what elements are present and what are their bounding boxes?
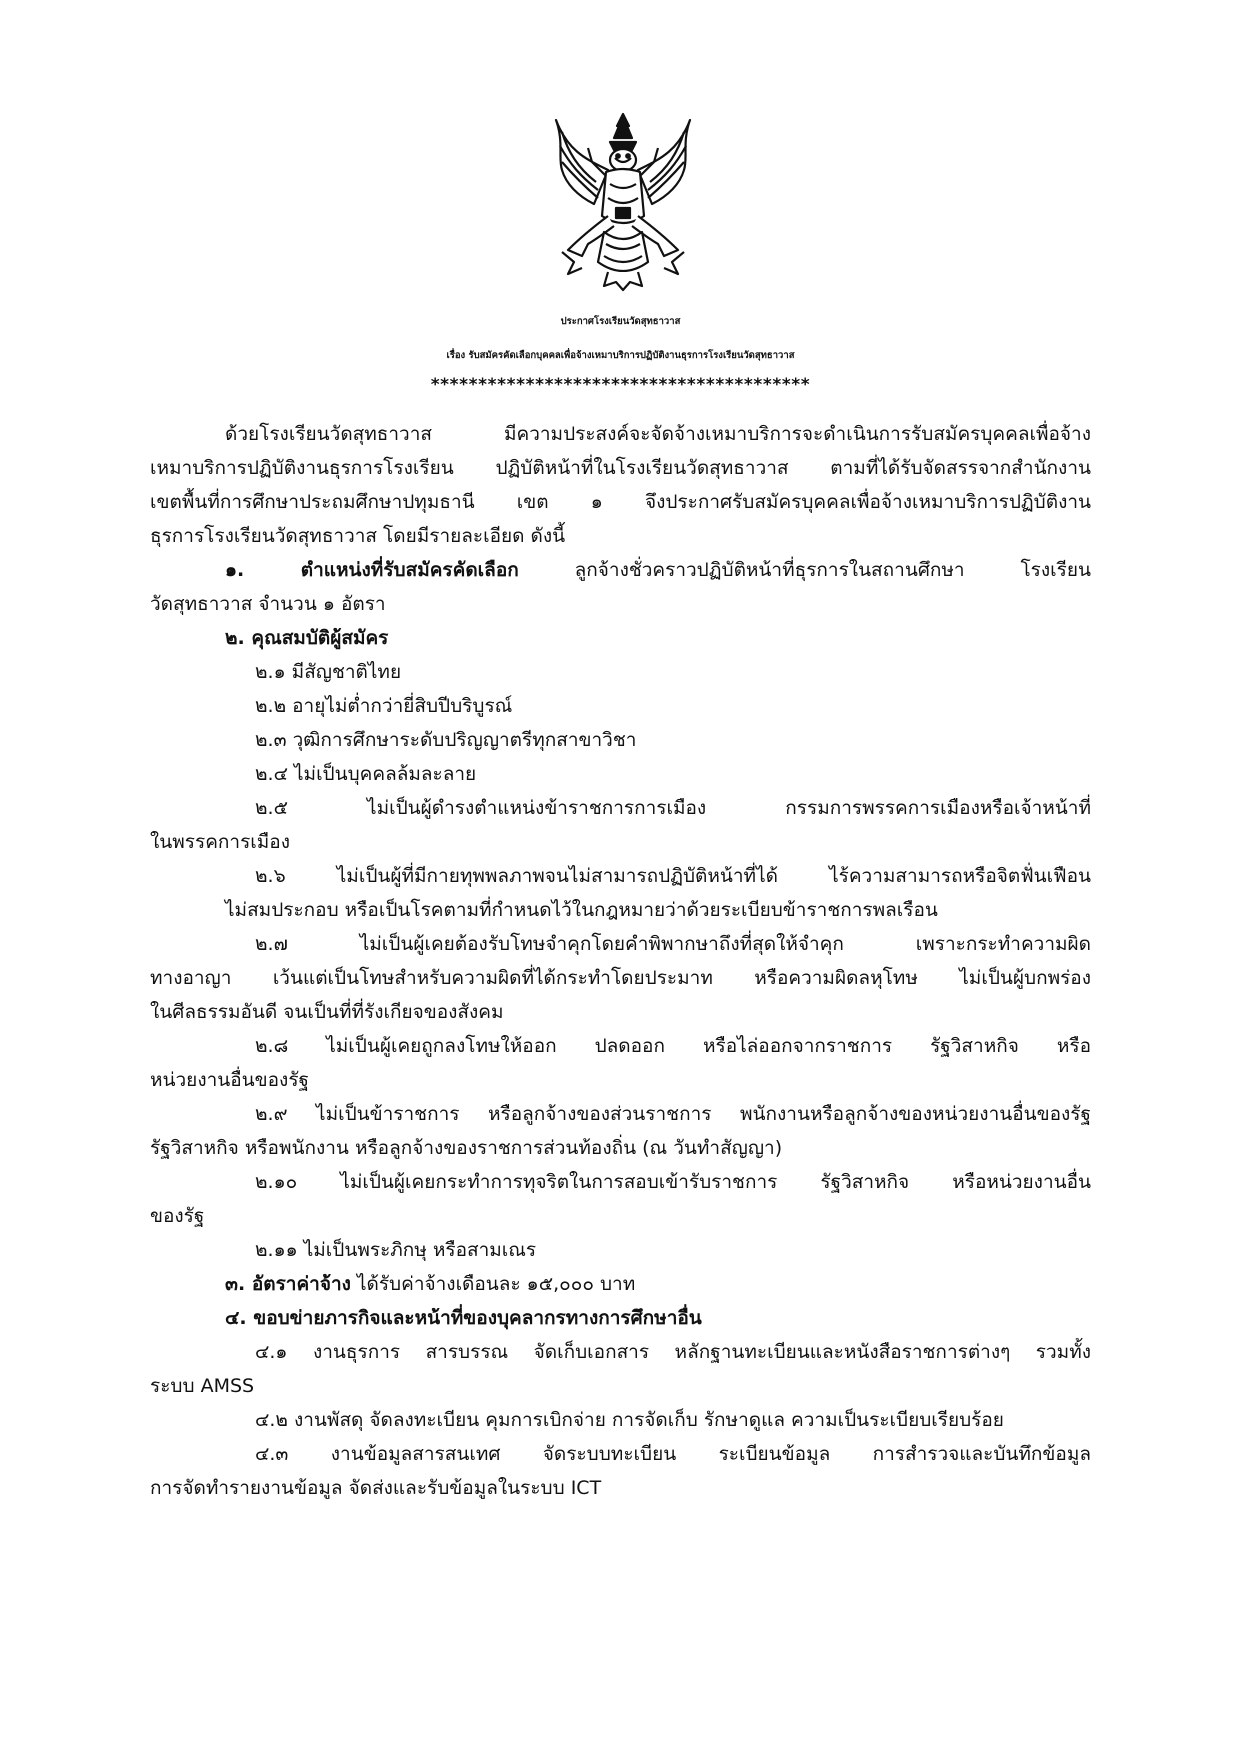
item-2-7-line-3: ในศีลธรรมอันดี จนเป็นที่ที่รังเกียจของสังคม [150,1001,504,1023]
title-block [0,305,1241,397]
intro-line-4: ธุรการโรงเรียนวัดสุทธาวาส โดยมีรายละเอียด ดังนี้ [150,525,566,547]
announcement-title: ประกาศโรงเรียนวัดสุทธาวาส [560,316,681,327]
item-2-9-line-1: ๒.๙ ไม่เป็นข้าราชการ หรือลูกจ้างของส่วนราชการ พนักงานหรือลูกจ้างของหน่วยงานอื่นของรัฐ [255,1103,1091,1125]
section-3-heading: ๓. อัตราค่าจ้าง [225,1273,351,1295]
announcement-subject: เรื่อง รับสมัครคัดเลือกบุคคลเพื่อจ้างเหมาบริการปฏิบัติงานธุรการโรงเรียนวัดสุทธาวาส [446,350,795,361]
item-2-7-line-1: ๒.๗ ไม่เป็นผู้เคยต้องรับโทษจำคุกโดยคำพิพากษาถึงที่สุดให้จำคุก เพราะกระทำความผิด [255,933,1091,955]
section-4-heading [150,1301,1091,1335]
item-2-1: ๒.๑ มีสัญชาติไทย [255,661,402,683]
item-4-3-line-1: ๔.๓ งานข้อมูลสารสนเทศ จัดระบบทะเบียน ระเบียนข้อมูล การสำรวจและบันทึกข้อมูล [255,1443,1091,1465]
item-2-5-line-2: ในพรรคการเมือง [150,831,290,853]
item-2-3: ๒.๓ วุฒิการศึกษาระดับปริญญาตรีทุกสาขาวิชา [255,729,637,751]
section-2-heading-text: ๒. คุณสมบัติผู้สมัคร [225,627,389,649]
announcement-body [150,417,1091,1505]
item-2-8-line-2: หน่วยงานอื่นของรัฐ [150,1069,310,1091]
item-2-9-line-2: รัฐวิสาหกิจ หรือพนักงาน หรือลูกจ้างของราชการส่วนท้องถิ่น (ณ วันทำสัญญา) [150,1137,783,1159]
item-2-5-line-1: ๒.๕ ไม่เป็นผู้ดำรงตำแหน่งข้าราชการการเมือง กรรมการพรรคการเมืองหรือเจ้าหน้าที่ [255,797,1091,819]
item-2-10-line-1: ๒.๑๐ ไม่เป็นผู้เคยกระทำการทุจริตในการสอบเข้ารับราชการ รัฐวิสาหกิจ หรือหน่วยงานอื่น [255,1171,1091,1193]
garuda-emblem-icon [548,112,698,292]
intro-line-1: ด้วยโรงเรียนวัดสุทธาวาส มีความประสงค์จะจัดจ้างเหมาบริการจะดำเนินการรับสมัครบุคคลเพื่อจ้าง [225,423,1091,445]
section-4-heading-text: ๔. ขอบข่ายภารกิจและหน้าที่ของบุคลากรทางการศึกษาอื่น [225,1307,702,1329]
item-2-2: ๒.๒ อายุไม่ต่ำกว่ายี่สิบปีบริบูรณ์ [255,695,513,717]
intro-line-3: เขตพื้นที่การศึกษาประถมศึกษาปทุมธานี เขต ๑ จึงประกาศรับสมัครบุคคลเพื่อจ้างเหมาบริการปฏิบัติงาน [150,491,1091,513]
section-2-heading [150,621,1091,655]
item-2-11: ๒.๑๑ ไม่เป็นพระภิกษุ หรือสามเณร [255,1239,537,1261]
section-1-line-1 [150,553,1091,587]
item-4-2: ๔.๒ งานพัสดุ จัดลงทะเบียน คุมการเบิกจ่าย การจัดเก็บ รักษาดูแล ความเป็นระเบียบเรียบร้อย [255,1409,1004,1431]
intro-line-2: เหมาบริการปฏิบัติงานธุรการโรงเรียน ปฏิบัติหน้าที่ในโรงเรียนวัดสุทธาวาส ตามที่ได้รับจัดสรรจากสำนักงาน [150,457,1091,479]
item-2-6-line-1: ๒.๖ ไม่เป็นผู้ที่มีกายทุพพลภาพจนไม่สามารถปฏิบัติหน้าที่ได้ ไร้ความสามารถหรือจิตฟั่นเฟือน [255,865,1091,887]
item-2-7-line-2: ทางอาญา เว้นแต่เป็นโทษสำหรับความผิดที่ได้กระทำโดยประมาท หรือความผิดลหุโทษ ไม่เป็นผู้บกพร่อง [150,967,1091,989]
item-4-1-line-1: ๔.๑ งานธุรการ สารบรรณ จัดเก็บเอกสาร หลักฐานทะเบียนและหนังสือราชการต่างๆ รวมทั้ง [255,1341,1091,1363]
item-2-10-line-2: ของรัฐ [150,1205,205,1227]
title-separator: **************************************** [430,375,811,395]
section-1-line-2: วัดสุทธาวาส จำนวน ๑ อัตรา [150,593,386,615]
item-4-3-line-2: การจัดทำรายงานข้อมูล จัดส่งและรับข้อมูลในระบบ ICT [150,1477,602,1499]
section-1-text: ลูกจ้างชั่วคราวปฏิบัติหน้าที่ธุรการในสถานศึกษา โรงเรียน [518,559,1091,581]
item-4-1-line-2: ระบบ AMSS [150,1375,255,1397]
item-2-8-line-1: ๒.๘ ไม่เป็นผู้เคยถูกลงโทษให้ออก ปลดออก หรือไล่ออกจากราชการ รัฐวิสาหกิจ หรือ [255,1035,1091,1057]
item-2-4: ๒.๔ ไม่เป็นบุคคลล้มละลาย [255,763,477,785]
section-3-text: ได้รับค่าจ้างเดือนละ ๑๕,๐๐๐ บาท [350,1273,636,1295]
item-2-6-line-2: ไม่สมประกอบ หรือเป็นโรคตามที่กำหนดไว้ในกฎหมายว่าด้วยระเบียบข้าราชการพลเรือน [225,899,938,921]
section-3 [150,1267,1091,1301]
section-1-heading: ๑. ตำแหน่งที่รับสมัครคัดเลือก [225,559,519,581]
